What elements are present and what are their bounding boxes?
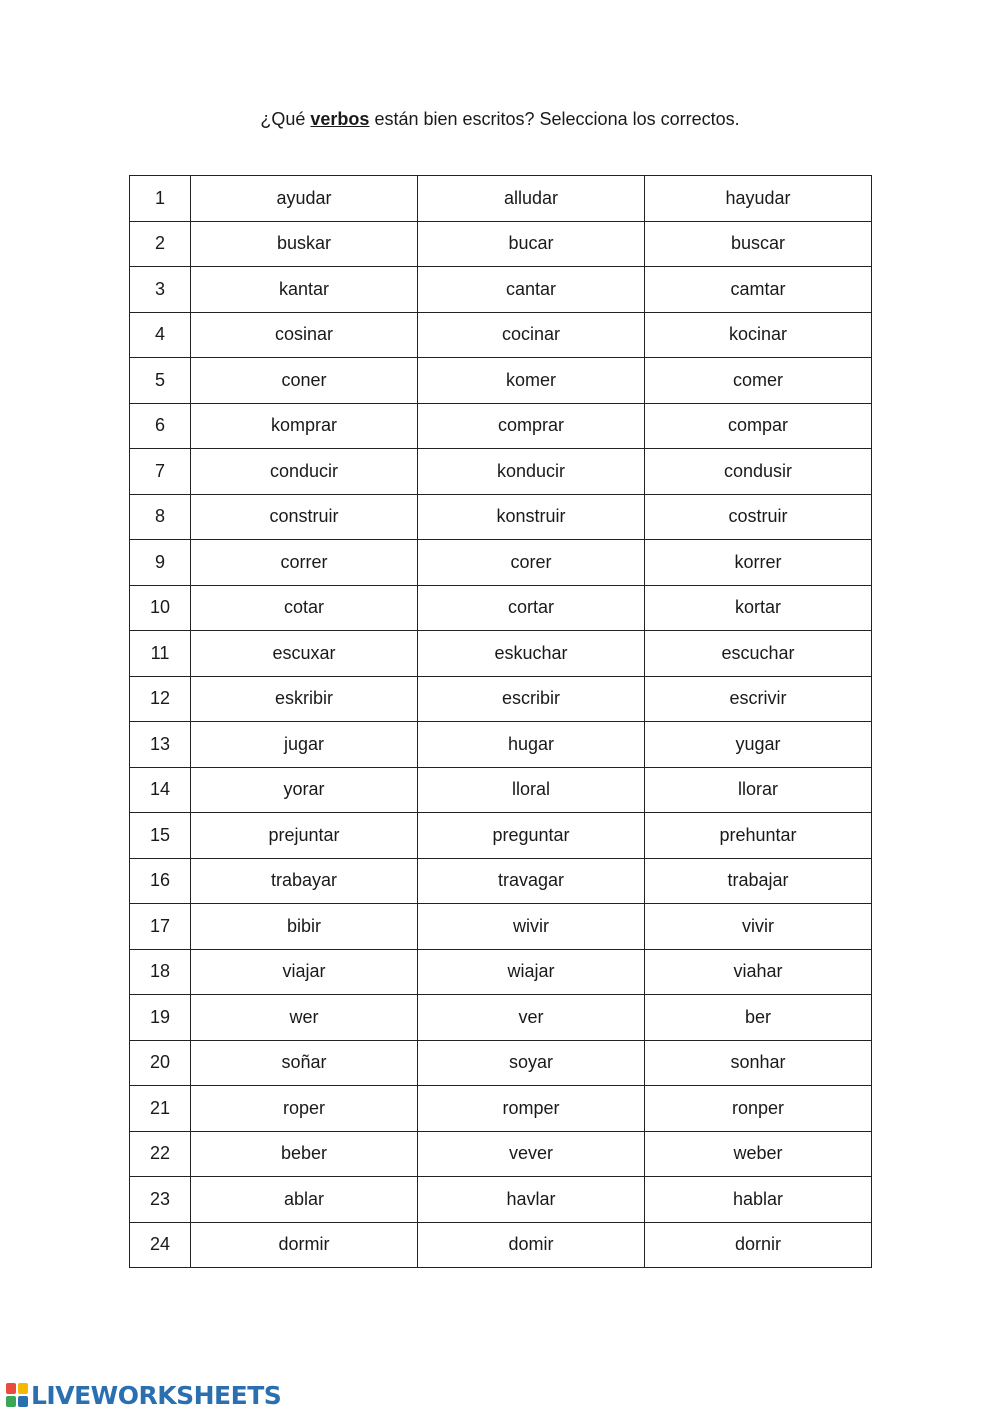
instruction-keyword: verbos	[310, 109, 370, 129]
verb-option[interactable]: travagar	[418, 858, 645, 904]
verb-option[interactable]: buscar	[645, 221, 872, 267]
verb-option[interactable]: trabayar	[191, 858, 418, 904]
verb-option[interactable]: kortar	[645, 585, 872, 631]
verb-option[interactable]: wiajar	[418, 949, 645, 995]
verb-option[interactable]: kocinar	[645, 312, 872, 358]
row-number: 4	[130, 312, 191, 358]
verb-option[interactable]: correr	[191, 540, 418, 586]
verb-option[interactable]: cotar	[191, 585, 418, 631]
table-row	[130, 585, 872, 631]
logo-square-icon	[6, 1396, 16, 1407]
row-number: 1	[130, 176, 191, 222]
verb-option[interactable]: compar	[645, 403, 872, 449]
table-row	[130, 813, 872, 859]
verb-option[interactable]: bibir	[191, 904, 418, 950]
verb-option[interactable]: prejuntar	[191, 813, 418, 859]
verb-option[interactable]: corer	[418, 540, 645, 586]
verb-option[interactable]: prehuntar	[645, 813, 872, 859]
verb-option[interactable]: escuchar	[645, 631, 872, 677]
verb-option[interactable]: korrer	[645, 540, 872, 586]
row-number: 21	[130, 1086, 191, 1132]
row-number: 3	[130, 267, 191, 313]
verb-option[interactable]: preguntar	[418, 813, 645, 859]
verb-option[interactable]: escuxar	[191, 631, 418, 677]
verb-option[interactable]: eskribir	[191, 676, 418, 722]
row-number: 12	[130, 676, 191, 722]
table-row	[130, 767, 872, 813]
verb-option[interactable]: yugar	[645, 722, 872, 768]
logo-square-icon	[6, 1383, 16, 1394]
row-number: 8	[130, 494, 191, 540]
verb-option[interactable]: construir	[191, 494, 418, 540]
row-number: 20	[130, 1040, 191, 1086]
verb-option[interactable]: wivir	[418, 904, 645, 950]
table-row	[130, 858, 872, 904]
row-number: 22	[130, 1131, 191, 1177]
verb-option[interactable]: coner	[191, 358, 418, 404]
row-number: 5	[130, 358, 191, 404]
row-number: 15	[130, 813, 191, 859]
verb-option[interactable]: cosinar	[191, 312, 418, 358]
table-row	[130, 221, 872, 267]
verb-option[interactable]: ver	[418, 995, 645, 1041]
verb-option[interactable]: hugar	[418, 722, 645, 768]
verb-option[interactable]: wer	[191, 995, 418, 1041]
verb-option[interactable]: viajar	[191, 949, 418, 995]
verb-option[interactable]: domir	[418, 1222, 645, 1268]
verb-option[interactable]: jugar	[191, 722, 418, 768]
table-row	[130, 312, 872, 358]
table-row	[130, 449, 872, 495]
logo-text: LIVEWORKSHEETS	[31, 1380, 282, 1410]
logo-square-icon	[18, 1396, 28, 1407]
row-number: 16	[130, 858, 191, 904]
instruction-after: están bien escritos? Selecciona los correctos.	[369, 109, 740, 129]
row-number: 7	[130, 449, 191, 495]
verb-option[interactable]: hablar	[645, 1177, 872, 1223]
verb-option[interactable]: konducir	[418, 449, 645, 495]
row-number: 23	[130, 1177, 191, 1223]
table-row	[130, 267, 872, 313]
table-row	[130, 631, 872, 677]
verb-option[interactable]: cortar	[418, 585, 645, 631]
verb-option[interactable]: sonhar	[645, 1040, 872, 1086]
verb-option[interactable]: kantar	[191, 267, 418, 313]
row-number: 6	[130, 403, 191, 449]
verb-option[interactable]: viahar	[645, 949, 872, 995]
verb-option[interactable]: alludar	[418, 176, 645, 222]
verb-option[interactable]: condusir	[645, 449, 872, 495]
verb-option[interactable]: dormir	[191, 1222, 418, 1268]
verb-option[interactable]: camtar	[645, 267, 872, 313]
verb-option[interactable]: hayudar	[645, 176, 872, 222]
verb-option[interactable]: komprar	[191, 403, 418, 449]
verb-option[interactable]: ronper	[645, 1086, 872, 1132]
row-number: 19	[130, 995, 191, 1041]
verb-option[interactable]: lloral	[418, 767, 645, 813]
verb-option[interactable]: trabajar	[645, 858, 872, 904]
verb-option[interactable]: buskar	[191, 221, 418, 267]
table-row	[130, 722, 872, 768]
verb-option[interactable]: beber	[191, 1131, 418, 1177]
verb-option[interactable]: havlar	[418, 1177, 645, 1223]
instruction-before: ¿Qué	[260, 109, 311, 129]
verb-option[interactable]: comprar	[418, 403, 645, 449]
row-number: 14	[130, 767, 191, 813]
table-row	[130, 904, 872, 950]
verb-option[interactable]: vever	[418, 1131, 645, 1177]
row-number: 9	[130, 540, 191, 586]
table-row	[130, 1086, 872, 1132]
row-number: 2	[130, 221, 191, 267]
row-number: 13	[130, 722, 191, 768]
row-number: 18	[130, 949, 191, 995]
verb-option[interactable]: cantar	[418, 267, 645, 313]
verb-option[interactable]: escribir	[418, 676, 645, 722]
table-row	[130, 176, 872, 222]
table-row	[130, 1222, 872, 1268]
table-row	[130, 676, 872, 722]
verb-option[interactable]: dornir	[645, 1222, 872, 1268]
row-number: 17	[130, 904, 191, 950]
table-row	[130, 1131, 872, 1177]
verb-option[interactable]: romper	[418, 1086, 645, 1132]
verb-table-body	[130, 176, 872, 1268]
verb-option[interactable]: eskuchar	[418, 631, 645, 677]
row-number: 10	[130, 585, 191, 631]
table-row	[130, 1040, 872, 1086]
verb-option[interactable]: yorar	[191, 767, 418, 813]
verb-option[interactable]: konstruir	[418, 494, 645, 540]
table-row	[130, 494, 872, 540]
verb-option[interactable]: ablar	[191, 1177, 418, 1223]
table-row	[130, 358, 872, 404]
verb-option[interactable]: conducir	[191, 449, 418, 495]
table-row	[130, 540, 872, 586]
verb-option[interactable]: escrivir	[645, 676, 872, 722]
verb-option[interactable]: ber	[645, 995, 872, 1041]
verb-option[interactable]: cocinar	[418, 312, 645, 358]
logo-mark-icon	[6, 1383, 28, 1407]
liveworksheets-logo	[6, 1380, 281, 1410]
instruction-text	[0, 106, 1000, 132]
verb-option[interactable]: soñar	[191, 1040, 418, 1086]
logo-square-icon	[18, 1383, 28, 1394]
verb-option[interactable]: vivir	[645, 904, 872, 950]
verb-option[interactable]: roper	[191, 1086, 418, 1132]
row-number: 11	[130, 631, 191, 677]
verb-option[interactable]: komer	[418, 358, 645, 404]
verb-option[interactable]: soyar	[418, 1040, 645, 1086]
table-row	[130, 1177, 872, 1223]
verb-option[interactable]: bucar	[418, 221, 645, 267]
verb-option[interactable]: ayudar	[191, 176, 418, 222]
table-row	[130, 403, 872, 449]
row-number: 24	[130, 1222, 191, 1268]
verb-option[interactable]: weber	[645, 1131, 872, 1177]
verb-option[interactable]: comer	[645, 358, 872, 404]
verb-option[interactable]: costruir	[645, 494, 872, 540]
verb-option[interactable]: llorar	[645, 767, 872, 813]
table-row	[130, 949, 872, 995]
verb-table	[129, 175, 872, 1268]
table-row	[130, 995, 872, 1041]
